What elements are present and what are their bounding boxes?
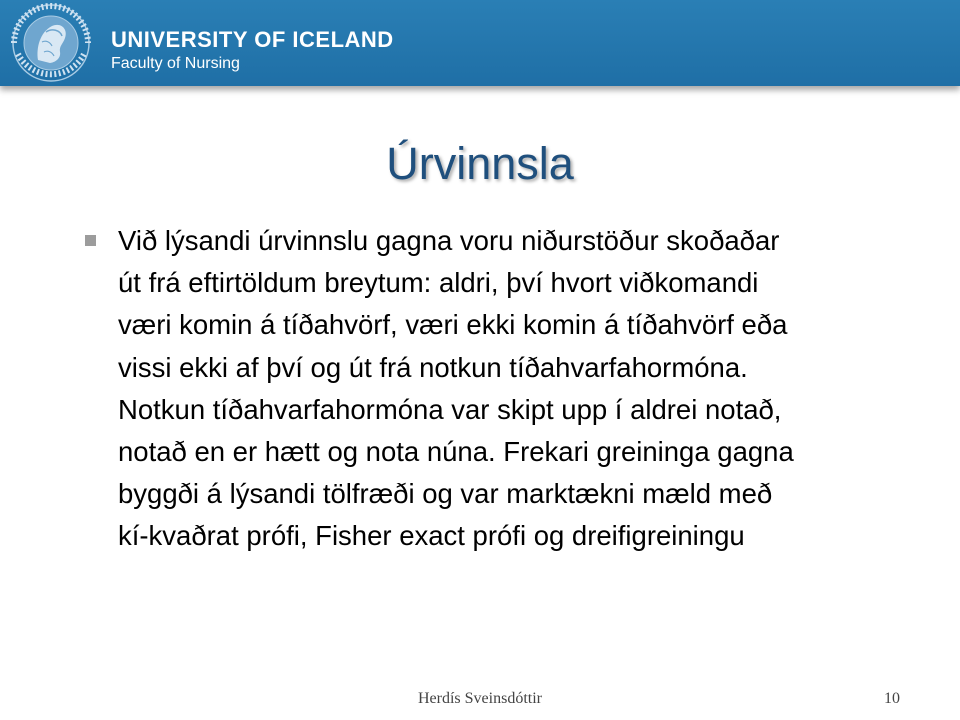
bullet-line: væri komin á tíðahvörf, væri ekki komin á tíðahvörf eða [118, 309, 788, 341]
faculty-name: Faculty of Nursing [111, 55, 240, 72]
bullet-line: Notkun tíðahvarfahormóna var skipt upp í aldrei notað, [118, 393, 782, 425]
bullet-line: kí-kvaðrat prófi, Fisher exact prófi og dreifigreiningu [118, 520, 745, 552]
bullet-line: út frá eftirtöldum breytum: aldri, því hvort viðkomandi [118, 267, 759, 299]
bullet-line: vissi ekki af því og út frá notkun tíðahvarfahormóna. [118, 351, 748, 383]
bullet-line: notað en er hætt og nota núna. Frekari greininga gagna [118, 436, 794, 468]
bullet-line: Við lýsandi úrvinnslu gagna voru niðurstöður skoðaðar [118, 225, 780, 256]
footer-author: Herdís Sveinsdóttir [418, 690, 542, 707]
square-bullet-icon [85, 235, 96, 246]
university-name: UNIVERSITY OF ICELAND [111, 27, 394, 52]
slide-title: Úrvinnsla [386, 138, 574, 189]
page-number: 10 [884, 690, 900, 707]
university-seal-icon [2, 2, 100, 84]
bullet-line: byggði á lýsandi tölfræði og var marktækni mæld með [118, 478, 773, 510]
bullet-item [85, 220, 885, 558]
header-bar [0, 0, 960, 86]
bullet-text [118, 220, 885, 558]
